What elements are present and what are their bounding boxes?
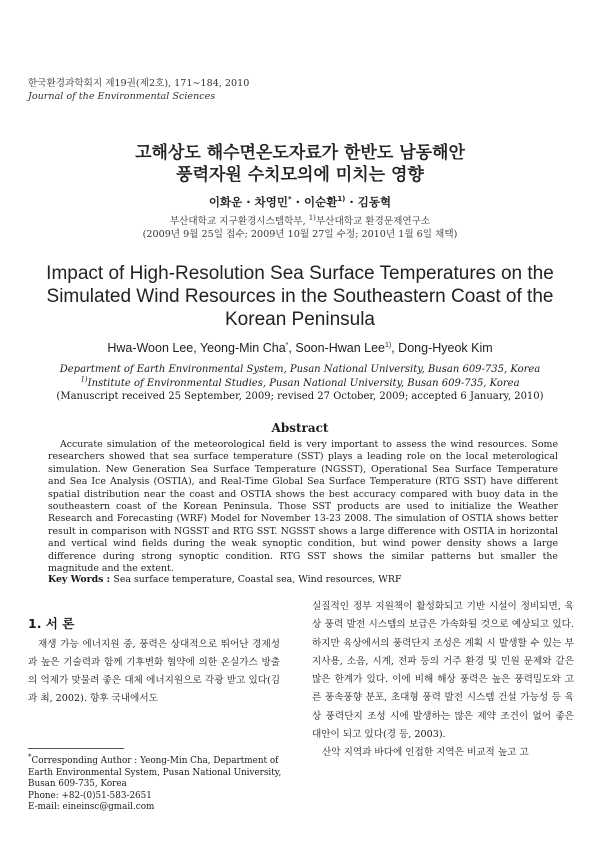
footnote xyxy=(28,753,288,814)
english-title xyxy=(0,262,600,331)
english-title-line1: Impact of High-Resolution Sea Surface Temperatures on the xyxy=(46,263,554,284)
english-title-line3: Korean Peninsula xyxy=(225,309,375,330)
right-column-para1: 실질적인 정부 지원책이 활성화되고 기반 시설이 정비되면, 육상 풍력 발전 시스템의 보급은 가속화될 것으로 예상되고 있다. 하지만 육상에서의 풍력단지 조성은 계획 시 발생할 수 있는 부지사용, 소음, 시계, 전파 등의 거주 환경 및 민원 문제와 같은 많은 한계가 있다. 이에 비해 해상 풍력은 높은 풍력밀도와 고른 풍속풍향 분포, 초대형 풍력 발전 시스템 건설 가능성 등 육상 풍력단지 조성 시에 발생하는 많은 제약 조건이 없어 좋은 대안이 되고 있다(경 등, 2003). xyxy=(312,601,574,741)
korean-authors xyxy=(0,194,600,210)
korean-authors-part1: 이화운 · 차영민 xyxy=(208,195,288,209)
journal-header xyxy=(28,78,249,103)
english-affiliation2-mark: 1) xyxy=(80,375,88,384)
footnote-phone: Phone: +82-(0)51-583-2651 xyxy=(28,790,152,801)
footnote-star: * xyxy=(28,753,32,762)
korean-authors-part3: · 김동혁 xyxy=(345,195,392,209)
keywords xyxy=(48,574,568,585)
english-title-line2: Simulated Wind Resources in the Southeastern Coast of the xyxy=(46,286,554,307)
manuscript-dates: (Manuscript received 25 September, 2009; revised 27 October, 2009; accepted 6 January, 2010) xyxy=(56,391,544,402)
english-affiliation-mark: 1) xyxy=(385,341,392,349)
english-authors-part2: , Soon-Hwan Lee xyxy=(288,341,385,355)
korean-affiliation-mark: 1) xyxy=(308,213,316,222)
footnote-email: E-mail: eineinsc@gmail.com xyxy=(28,802,155,813)
english-authors-part1: Hwa-Woon Lee, Yeong-Min Cha xyxy=(107,341,286,355)
english-affiliation1: Department of Earth Environmental System, Pusan National University, Busan 609-735, Korea xyxy=(59,364,541,375)
korean-title-line1: 고해상도 해수면온도자료가 한반도 남동해안 xyxy=(135,143,465,163)
right-column xyxy=(312,598,574,763)
section-heading-intro: 1. 서 론 xyxy=(28,616,75,631)
abstract-text: Accurate simulation of the meteorological field is very important to assess the wind resources. Some researchers showed that sea surface temperature (SST) plays a leading role on the local meterological simulation. New Generation Sea Surface Temperature (NGSST), Operational Sea Surface Temperature and Sea Ice Analysis (OSTIA), and Real-Time Global Sea Surface Temperature (RTG SST) have different spatial distribution near the coast and OSTIA shows the best accuracy compared with buoy data in the southeastern coast of the Korean Peninsula. Those SST products are used to initialize the Weather Research and Forecasting (WRF) Model for November 13-23 2008. The simulation of OSTIA shows better result in comparison with NGSST and RTG SST. NGSST shows a large difference with OSTIA in horizontal and vertical wind fields during the weak synoptic condition, but wind power density shows a large difference during strong synoptic condition. RTG SST shows the similar patterns but smaller the magnitude and the extent. xyxy=(48,439,558,575)
corresponding-mark: * xyxy=(287,195,292,204)
journal-name-english: Journal of the Environmental Sciences xyxy=(28,90,216,102)
english-affiliation2: Institute of Environmental Studies, Pusan National University, Busan 609-735, Korea xyxy=(87,377,520,389)
journal-citation-korean: 한국환경과학회지 제19권(제2호), 171∼184, 2010 xyxy=(28,78,250,89)
keywords-text: Sea surface temperature, Coastal sea, Wind resources, WRF xyxy=(113,574,402,585)
abstract-heading: Abstract xyxy=(271,421,329,435)
korean-authors-part2: · 이순환 xyxy=(291,195,338,209)
footnote-author: Corresponding Author : Yeong-Min Cha, Department of Earth Environmental System, Pusan National University, Busan 609-735, Korea xyxy=(28,756,282,790)
korean-title xyxy=(0,142,600,186)
korean-affiliation-part1: 부산대학교 지구환경시스템학부, xyxy=(169,216,309,227)
korean-dates: (2009년 9월 25일 접수; 2009년 10월 27일 수정; 2010년 1월 6일 채택) xyxy=(142,229,458,240)
korean-affiliation-part2: 부산대학교 환경문제연구소 xyxy=(315,216,431,227)
right-column-para2: 산악 지역과 바다에 인접한 지역은 비교적 높고 고 xyxy=(322,747,529,759)
english-authors-part3: , Dong-Hyeok Kim xyxy=(391,341,493,355)
english-corresponding-mark: * xyxy=(285,341,289,349)
korean-affiliation xyxy=(0,215,600,241)
keywords-label: Key Words : xyxy=(48,574,114,585)
english-affiliation xyxy=(0,363,600,404)
affiliation-mark: 1) xyxy=(337,195,346,204)
korean-title-line2: 풍력자원 수치모의에 미치는 영향 xyxy=(176,165,424,185)
left-column-text: 재생 가능 에너지원 중, 풍력은 상대적으로 뛰어난 경제성과 높은 기술력과 함께 기후변화 협약에 의한 온실가스 방출의 억제가 맞물려 좋은 대체 에너지원으로 각광 받고 있다(김과 최, 2002). 향후 국내에서도 xyxy=(28,639,280,704)
footnote-divider xyxy=(28,748,124,749)
english-authors xyxy=(0,341,600,355)
